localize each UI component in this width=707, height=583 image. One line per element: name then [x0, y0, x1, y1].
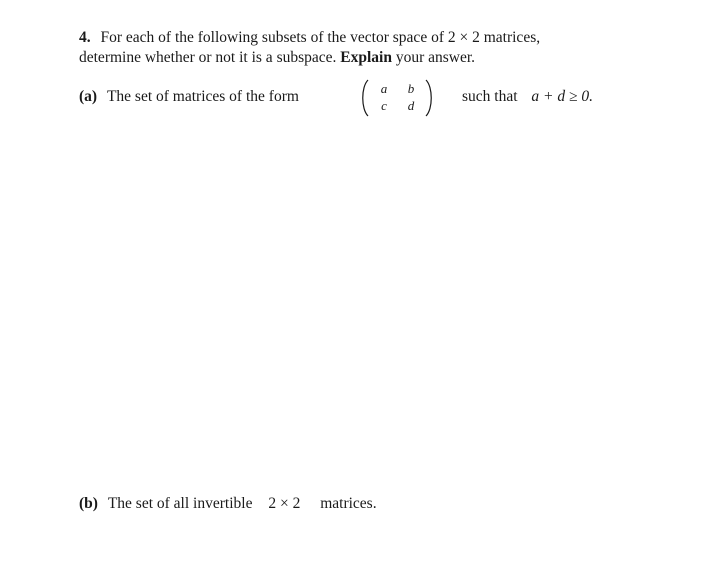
part-b-tail: matrices. [320, 495, 377, 512]
question-intro-line2-end: your answer. [391, 49, 476, 66]
matrix-entry-c: c [381, 98, 387, 113]
part-a-prompt [79, 87, 299, 107]
matrix-entry-d: d [407, 98, 415, 113]
explain-emphasis: Explain [340, 49, 392, 66]
matrix-form [359, 79, 435, 117]
question-intro-line2 [79, 48, 475, 68]
part-b-text: The set of all invertible [107, 495, 253, 512]
question-number: 4. [79, 29, 91, 46]
question-intro-line1 [79, 28, 540, 48]
question-intro-line2-start: determine whether or not it is a subspace. [79, 49, 341, 66]
condition-text: such that [462, 88, 518, 105]
question-intro-text: For each of the following subsets of the vector space of 2 × 2 matrices, [100, 29, 541, 46]
part-b-label: (b) [79, 495, 98, 512]
condition-math: a + d ≥ 0. [531, 88, 593, 105]
part-b-math: 2 × 2 [268, 495, 301, 512]
matrix-entry-a: a [380, 81, 388, 96]
left-paren [359, 79, 369, 117]
part-a-condition [462, 87, 593, 107]
part-a-label: (a) [79, 88, 98, 105]
part-b-prompt [79, 494, 377, 514]
part-a-text: The set of matrices of the form [106, 88, 299, 105]
matrix-entry-b: b [407, 81, 415, 96]
right-paren [425, 79, 435, 117]
